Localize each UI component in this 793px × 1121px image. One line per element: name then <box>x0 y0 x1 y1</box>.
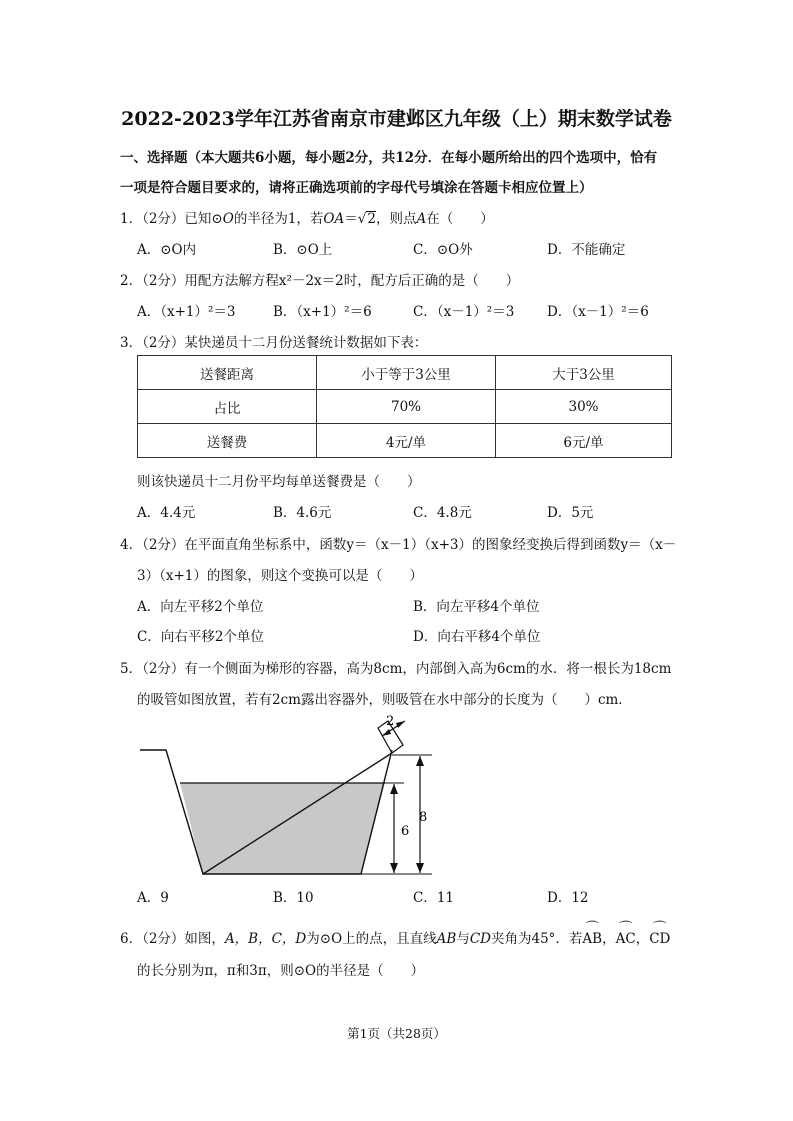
question-5-stem-line1: 5．（2分）有一个侧面为梯形的容器，高为8cm，内部倒入高为6cm的水．将一根长为18cm <box>120 661 672 677</box>
q2-option-b: B．（x+1）²＝6 <box>273 304 372 320</box>
label-8: 8 <box>419 810 428 825</box>
q3-option-a: A．4.4元 <box>137 505 196 521</box>
q5-option-a: A．9 <box>137 890 169 906</box>
arc-ac: ⌒ AC <box>616 931 636 947</box>
question-3-followup: 则该快递员十二月份平均每单送餐费是（ ） <box>137 474 421 490</box>
question-6-stem-line2: 的长分别为π，π和3π，则⊙O的半径是（ ） <box>137 963 425 979</box>
table-cell: 大于3公里 <box>496 356 672 390</box>
q4-option-a: A．向左平移2个单位 <box>137 599 264 615</box>
label-2: 2 <box>386 714 395 729</box>
q5-option-b: B．10 <box>273 890 314 906</box>
water-region <box>180 783 385 874</box>
page-title: 2022-2023学年江苏省南京市建邺区九年级（上）期末数学试卷 <box>121 108 672 130</box>
q1-option-c: C．⊙O外 <box>413 242 473 258</box>
q3-option-b: B．4.6元 <box>273 505 332 521</box>
q1-option-b: B．⊙O上 <box>273 242 333 258</box>
q5-option-c: C．11 <box>413 890 455 906</box>
arrowhead <box>390 863 398 873</box>
arc-cd: ⌒ CD <box>649 931 670 947</box>
arrowhead <box>382 729 391 736</box>
question-6-stem-line1: 6．（2分）如图，A，B，C，D为⊙O上的点，且直线AB与CD夹角为45°．若⌒ AB，⌒ AC，⌒ CD <box>120 927 670 947</box>
table-cell: 小于等于3公里 <box>317 356 496 390</box>
question-4-stem-line2: 3）（x+1）的图象，则这个变换可以是（ ） <box>137 568 423 584</box>
q1-option-a: A．⊙O内 <box>137 242 197 258</box>
question-4-stem-line1: 4．（2分）在平面直角坐标系中，函数y＝（x－1）（x+3）的图象经变换后得到函数y＝（x－ <box>120 537 677 553</box>
q4-option-c: C．向右平移2个单位 <box>137 629 264 645</box>
question-3-stem: 3．（2分）某快递员十二月份送餐统计数据如下表： <box>120 335 428 351</box>
q3-option-d: D．5元 <box>547 505 594 521</box>
q1-option-d: D．不能确定 <box>547 242 626 258</box>
table-cell: 4元/单 <box>317 424 496 458</box>
arrowhead <box>396 721 405 728</box>
question-5-stem-line2: 的吸管如图放置，若有2cm露出容器外，则吸管在水中部分的长度为（ ）cm． <box>137 692 632 708</box>
q3-option-c: C．4.8元 <box>413 505 472 521</box>
arrowhead <box>416 863 424 873</box>
section-heading-line1: 一、选择题（本大题共6小题，每小题2分，共12分．在每小题所给出的四个选项中，恰有 <box>120 150 658 166</box>
table-cell: 送餐距离 <box>138 356 317 390</box>
table-cell: 送餐费 <box>138 424 317 458</box>
q4-option-b: B．向左平移4个单位 <box>413 599 540 615</box>
q2-option-a: A．（x+1）²＝3 <box>137 304 236 320</box>
page-footer: 第1页（共28页） <box>347 1026 446 1041</box>
sqrt-value: 2 <box>367 211 376 227</box>
q5-option-d: D．12 <box>547 890 589 906</box>
table-cell: 30% <box>496 390 672 424</box>
table-cell: 6元/单 <box>496 424 672 458</box>
arrowhead <box>390 784 398 794</box>
question-2-stem: 2．（2分）用配方法解方程x²－2x＝2时，配方后正确的是（ ） <box>120 273 520 289</box>
arc-ab: ⌒ AB <box>582 931 602 947</box>
q2-option-d: D．（x－1）²＝6 <box>547 304 649 320</box>
table-cell: 70% <box>317 390 496 424</box>
label-6: 6 <box>401 824 410 839</box>
question-1-stem: 1．（2分）已知⊙O的半径为1，若OA＝√2，则点A在（ ） <box>120 211 494 227</box>
table-cell: 占比 <box>138 390 317 424</box>
q2-option-c: C．（x－1）²＝3 <box>413 304 515 320</box>
arrowhead <box>416 756 424 766</box>
section-heading-line2: 一项是符合题目要求的，请将正确选项前的字母代号填涂在答题卡相应位置上） <box>120 180 593 196</box>
q4-option-d: D．向右平移4个单位 <box>413 629 541 645</box>
